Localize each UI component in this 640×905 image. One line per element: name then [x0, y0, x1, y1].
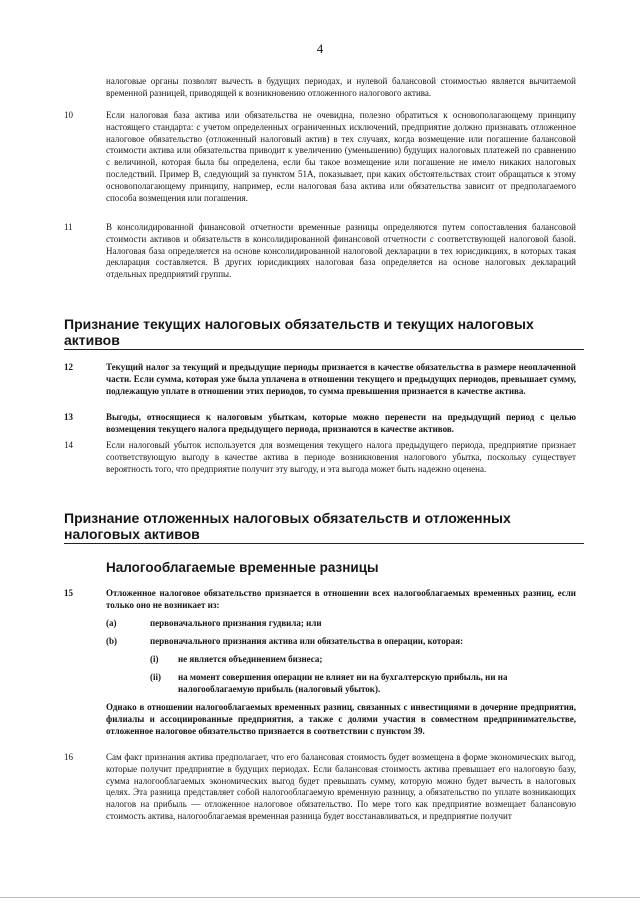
item-i-label: (i) — [150, 654, 159, 664]
heading-current-tax — [64, 316, 584, 348]
paragraph-16: Сам факт признания актива предполагает, что его балансовая стоимость будет возмещена в форме экономических выгод, которые получит предприятие в будущих периодах. Если балансовая стоимость актива превышает его налоговую базу, сумма налогооблагаемых экономических выгод будет превышать сумму, которую можно будет вычесть в налоговых целях. Эта разница представляет собой налогооблагаемую временную разницу, а обязательство по уплате возникающих налогов на прибыль — отложенное налоговое обязательство. По мере того как предприятие возмещает балансовую стоимость актива, налогооблагаемая временная разница будет восстанавливаться, и предприятие получит — [106, 752, 576, 821]
heading-underline — [64, 543, 584, 544]
paragraph-number-15: 15 — [64, 588, 73, 598]
paragraph-number-14: 14 — [64, 440, 73, 450]
paragraph-number-16: 16 — [64, 752, 73, 762]
item-ii-label: (ii) — [150, 672, 161, 682]
paragraph-12: Текущий налог за текущий и предыдущие периоды признается в качестве обязательства в размере неоплаченной части. Если сумма, которая уже была уплачена в отношении текущего и предыдущих периодов, превышает сумму, подлежащую уплате в отношении этих периодов, то сумма превышения признается в качестве актива. — [106, 362, 576, 396]
page-number: 4 — [316, 41, 324, 56]
heading-current-tax-text: Признание текущих налоговых обязательств и текущих налоговых активов — [64, 316, 534, 348]
item-a-text: первоначального признания гудвила; или — [150, 618, 322, 628]
paragraph-number-10: 10 — [64, 110, 73, 120]
subheading-taxable-differences: Налогооблагаемые временные разницы — [106, 560, 379, 575]
item-a-label: (a) — [106, 618, 117, 628]
paragraph-number-13: 13 — [64, 412, 73, 422]
paragraph-number-12: 12 — [64, 362, 73, 372]
paragraph-15-closing: Однако в отношении налогооблагаемых временных разниц, связанных с инвестициями в дочерние предприятия, филиалы и ассоциированные предприятия, а также с долями участия в совместном предпринимательстве, отложенное налоговое обязательство признается в соответствии с пунктом 39. — [106, 702, 576, 736]
item-b-label: (b) — [106, 636, 117, 646]
intro-paragraph: налоговые органы позволят вычесть в будущих периодах, и нулевой балансовой стоимостью является вычитаемой временной разницей, приводящей к возникновению отложенного налогового актива. — [106, 76, 576, 98]
paragraph-14: Если налоговый убыток используется для возмещения текущего налога предыдущего периода, предприятие признает соответствующую выгоду в качестве актива в периоде возникновения налогового убытка, поскольку существует вероятность того, что предприятие получит эту выгоду, и эта выгода может быть надежно оценена. — [106, 440, 576, 474]
paragraph-11: В консолидированной финансовой отчетности временные разницы определяются путем сопоставления балансовой стоимости активов и обязательств в консолидированной финансовой отчетности с соответствующей налоговой базой. Налоговая база определяется на основе консолидированной налоговой декларации в тех юрисдикциях, в которых такая декларация составляется. В других юрисдикциях налоговая база определяется на основе налоговых деклараций отдельных предприятий группы. — [106, 222, 576, 280]
paragraph-10: Если налоговая база актива или обязательства не очевидна, полезно обратиться к основополагающему принципу настоящего стандарта: с учетом определенных ограниченных исключений, предприятие должно признавать отложенное налоговое обязательство (отложенный налоговый актив) в тех случаях, когда возмещение или погашение балансовой стоимости актива или обязательства приводит к увеличению (уменьшению) будущих налоговых платежей по сравнению с величиной, которая была бы определена, если бы такое возмещение или погашение не имело никаких налоговых последствий. Пример В, следующий за пунктом 51А, показывает, при каких обстоятельствах стоит обращаться к этому основополагающему принципу, например, если налоговая база актива или обязательства зависит от предполагаемого способа возмещения или погашения. — [106, 110, 576, 203]
paragraph-13: Выгоды, относящиеся к налоговым убыткам, которые можно перенести на предыдущий период с целью возмещения текущего налога предыдущего периода, признаются в качестве активов. — [106, 412, 576, 434]
paragraph-15: Отложенное налоговое обязательство признается в отношении всех налогооблагаемых временных разниц, если только оно не возникает из: — [106, 588, 576, 610]
heading-deferred-tax — [64, 510, 584, 542]
item-i-text: не является объединением бизнеса; — [178, 654, 323, 664]
heading-deferred-tax-text: Признание отложенных налоговых обязательств и отложенных налоговых активов — [64, 510, 511, 542]
heading-underline — [64, 349, 584, 350]
item-b-text: первоначального признания актива или обязательства в операции, которая: — [150, 636, 464, 646]
item-ii-text: на момент совершения операции не влияет ни на бухгалтерскую прибыль, ни на налогооблагаемую прибыль (налоговый убыток). — [178, 672, 508, 694]
paragraph-number-11: 11 — [64, 222, 73, 232]
page-edge-line — [0, 897, 640, 898]
